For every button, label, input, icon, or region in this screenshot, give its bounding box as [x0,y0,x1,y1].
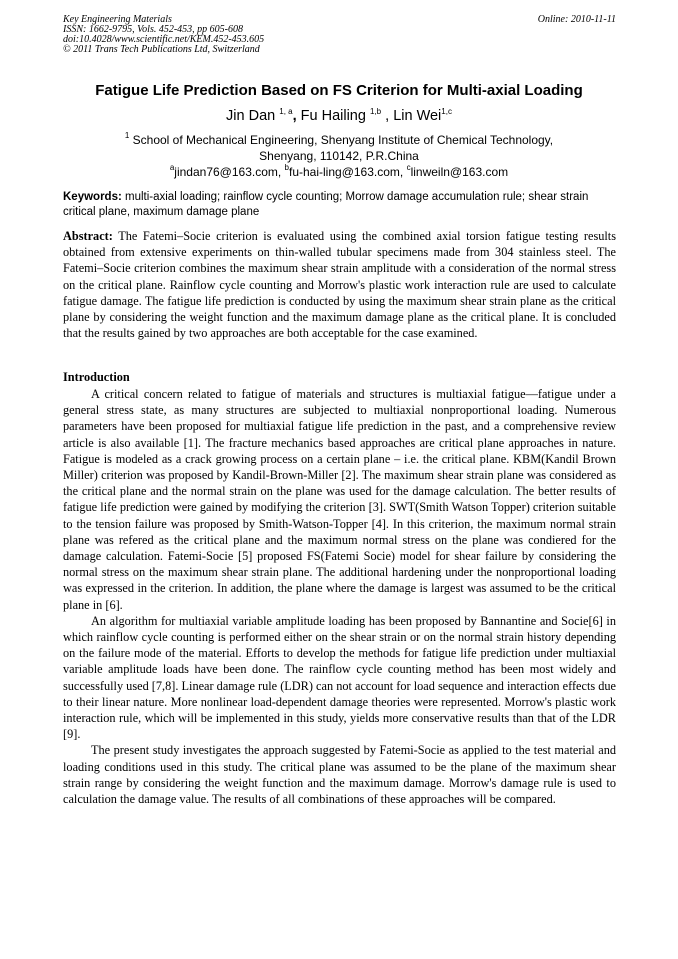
affiliation-block [60,132,618,180]
copyright-line: © 2011 Trans Tech Publications Ltd, Switzerland [63,44,260,55]
abstract-block [63,228,616,341]
keywords-label: Keywords: [63,191,122,203]
affiliation-text: School of Mechanical Engineering, Shenyang Institute of Chemical Technology, [129,133,554,147]
affiliation-line [60,132,618,148]
email-mark: b [284,163,289,172]
abstract-text: The Fatemi–Socie criterion is evaluated using the combined axial torsion fatigue testing results obtained from extensive experiments on thin-walled tubular specimens made from 304 stainless steel. The Fatemi–Socie criterion combines the maximum shear strain amplitude with a consideration of the normal stress on the critical plane. Rainflow cycle counting and Morrow's plastic work interaction rule are used to calculate fatigue damage. The fatigue life prediction is conducted by using the maximum shear strain plane as the critical plane by considering the weight function and the maximum damage plane as the critical plane. It is concluded that the results gained by two approaches are both acceptable for the case examined. [63,229,616,341]
body-paragraph: The present study investigates the approach suggested by Fatemi-Socie as applied to the test material and loading conditions used in this study. The critical plane was assumed to be the plane of the maximum shear strain range by considering the weight function and the maximum damage. Morrow's damage rule is used to calculation the damage value. The results of all combinations of these approaches will be compared. [63,743,616,807]
email-address: fu-hai-ling@163.com, [289,165,407,179]
author-affiliation-mark: 1, a [279,107,293,116]
author-separator: , [381,108,394,124]
author-emails [60,164,618,180]
email-address: linweiln@163.com [410,165,509,179]
keywords-block [63,190,616,220]
issn-line: ISSN: 1662-9795, Vols. 452-453, pp 605-608 [63,24,243,35]
introduction-heading: Introduction [63,370,130,384]
doi-line: doi:10.4028/www.scientific.net/KEM.452-453.605 [63,34,265,45]
online-date: Online: 2010-11-11 [537,14,616,25]
author-name: Lin Wei [393,108,442,124]
paper-title: Fatigue Life Prediction Based on FS Criterion for Multi-axial Loading [95,82,583,99]
email-mark: a [169,163,175,172]
body-paragraph: An algorithm for multiaxial variable amplitude loading has been proposed by Bannantine and Socie[6] in which rainflow cycle counting is performed either on the shear strain or on the normal strain history depending on the failure mode of the material. Efforts to develop the methods for fatigue life prediction under multiaxial variable amplitude loads have been done. The rainflow cycle counting method has been most widely and successfully used [7,8]. Linear damage rule (LDR) can not account for load sequence and interaction effects due to their linear nature. More nonlinear load-dependent damage theories were represented. Morrow's plastic work interaction rule, which will be implemented in this study, yields more conservative results than that of the LDR [9]. [63,613,616,742]
email-address: jindan76@163.com, [174,165,285,179]
author-separator: , [292,108,301,124]
keywords-text: multi-axial loading; rainflow cycle counting; Morrow damage accumulation rule; shear strain critical plane, maximum damage plane [63,191,589,218]
author-name: Jin Dan [226,108,276,124]
author-name: Fu Hailing [300,108,366,124]
journal-header [63,15,616,55]
email-mark: c [406,163,411,172]
author-affiliation-mark: 1,c [441,107,452,116]
affiliation-mark: 1 [124,131,130,140]
introduction-body [63,386,616,807]
author-list [40,106,638,126]
affiliation-city: Shenyang, 110142, P.R.China [259,149,419,163]
abstract-label: Abstract: [63,229,113,243]
journal-name: Key Engineering Materials [63,14,172,25]
author-affiliation-mark: 1,b [369,107,382,116]
body-paragraph: A critical concern related to fatigue of materials and structures is multiaxial fatigue—fatigue under a general stress state, as many structures are subjected to multiaxial nonproportional loading. Numerous parameters have been proposed for multiaxial fatigue life prediction in the past, and a comprehensive review article is also available [1]. The fracture mechanics based approaches are critical plane approaches in nature. Fatigue is modeled as a crack growing process on a certain plane – i.e. the critical plane. KBM(Kandil Brown Miller) criterion was proposed by Kandil-Brown-Miller [2]. The maximum shear strain plane was considered as the critical plane and the normal strain on the plane was used for the damage calculation. The better results of fatigue life prediction were gained by modifying the criterion [3]. SWT(Smith Watson Topper) criterion suitable to the tension failure was proposed by Smith-Watson-Topper [4]. In this criterion, the maximum normal strain plane was refered as the critical plane and the maximum normal stress on the plane was condiered for the damage calculation. Fatemi-Socie [5] proposed FS(Fatemi Socie) model for shear failure by considering the normal stress on the maximum shear strain plane. The additional hardening under the nonproportional loading was expressed in the criterion. In addition, the plane where the damage is largest was assumed to be the critical plane in [6]. [63,387,616,612]
